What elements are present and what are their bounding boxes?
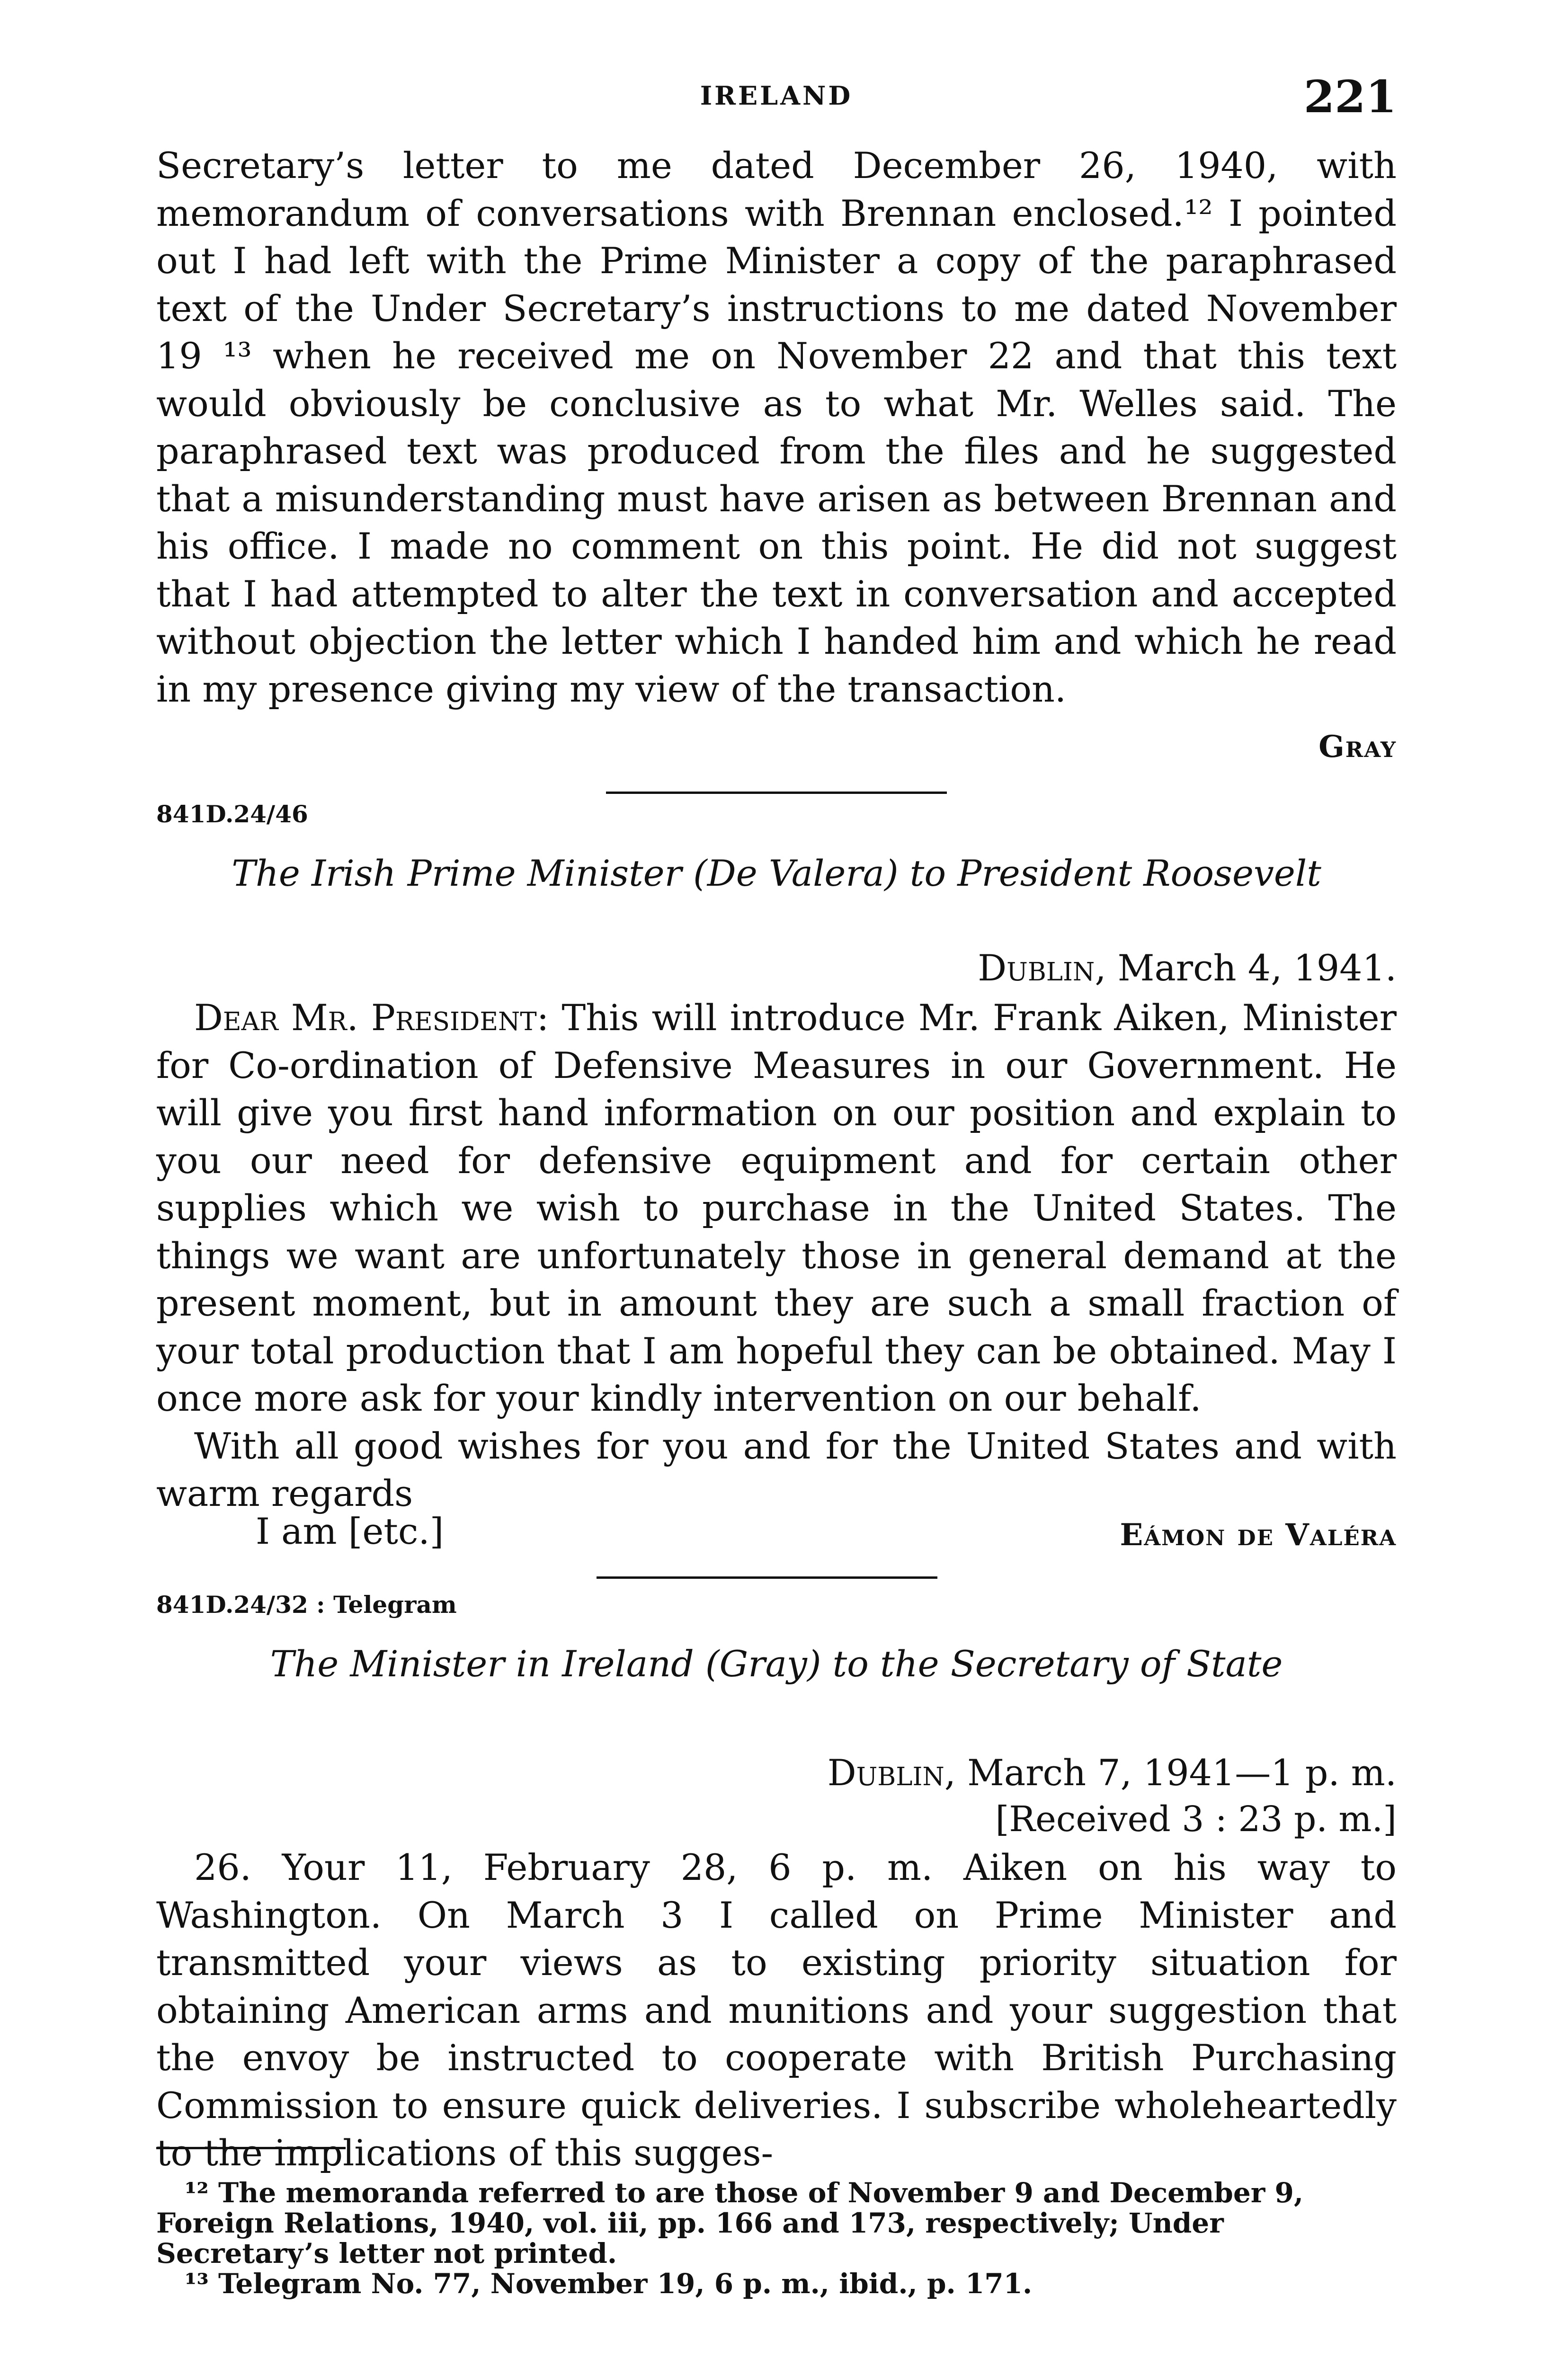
running-title: IRELAND: [700, 80, 853, 111]
letter-text: : This will introduce Mr. Frank Aiken, Minister for Co-ordination of Defensive Measures in our Government. He will give you first hand information on our position and explain to you our need for defensive equipment and for certain other supplies which we wish to purchase in the United States. The things we want are unfortunately those in general demand at the present moment, but in amount they are such a small fraction of your total production that I am hopeful they can be obtained. May I once more ask for your kindly intervention on our behalf.: [156, 997, 1397, 1419]
continued-paragraph: Secretary’s letter to me dated December 26, 1940, with memorandum of conversations with Brennan enclosed.¹² I pointed out I had left with the Prime Minister a copy of the paraphrased text of the Under Secretary’s instructions to me dated November 19 ¹³ when he received me on November 22 and that this text would obviously be conclusive as to what Mr. Welles said. The paraphrased text was produced from the files and he suggested that a misunderstanding must have arisen as between Brennan and his office. I made no comment on this point. He did not suggest that I had attempted to alter the text in conversation and accepted without objection the letter which I handed him and which he read in my presence giving my view of the transaction.: [156, 144, 1397, 710]
telegram-text: 26. Your 11, February 28, 6 p. m. Aiken on his way to Washington. On March 3 I called on Prime Minister and transmitted your views as to existing priority situation for obtaining American arms and munitions and your suggestion that the envoy be instructed to cooperate with British Purchasing Commission to ensure quick deliveries. I subscribe wholeheartedly to the implications of this sugges-: [156, 1846, 1397, 2174]
salutation: Dear Mr. President: [194, 997, 537, 1039]
closing-text: With all good wishes for you and for the United States and with warm regards: [156, 1424, 1397, 1514]
signature-de-valera: Eámon de Valéra: [1120, 1517, 1397, 1553]
footnote-mark: ¹³: [185, 2268, 209, 2300]
received-time: [Received 3 : 23 p. m.]: [995, 1799, 1397, 1840]
document-title: The Irish Prime Minister (De Valera) to President Roosevelt: [232, 852, 1321, 894]
footnote-mark: ¹²: [185, 2177, 209, 2209]
file-reference: 841D.24/32 : Telegram: [156, 1591, 457, 1619]
dateline: [828, 1752, 1397, 1794]
document-title: The Minister in Ireland (Gray) to the Secretary of State: [270, 1643, 1283, 1685]
continued-telegram-body: [156, 142, 1397, 713]
footnotes: [156, 2178, 1397, 2299]
telegram-body: [156, 1844, 1397, 2177]
dateline-place: Dublin: [827, 1752, 944, 1794]
footnote-text: The memoranda referred to are those of November 9 and December 9, Foreign Relations, 1940, vol. iii, pp. 166 and 173, respectively; Under Secretary’s letter not printed.: [156, 2177, 1304, 2269]
letter-body: [156, 994, 1397, 1518]
running-head: [156, 71, 1397, 123]
page-number: 221: [1303, 71, 1397, 123]
letter-paragraph: [156, 994, 1397, 1423]
footnote: [156, 2178, 1397, 2269]
dateline-place: Dublin: [978, 947, 1095, 989]
section-divider: [606, 792, 947, 794]
closing-paragraph: [156, 1423, 1397, 1518]
dateline: [978, 947, 1397, 989]
file-reference: 841D.24/46: [156, 800, 308, 828]
footnote-divider: [156, 2147, 346, 2149]
dateline-date: , March 7, 1941—1 p. m.: [944, 1752, 1397, 1794]
footnote: [156, 2269, 1397, 2299]
closing-formula: I am [etc.]: [256, 1510, 444, 1552]
signature-gray: Gray: [1319, 729, 1397, 765]
section-divider: [597, 1576, 937, 1579]
footnote-text: Telegram No. 77, November 19, 6 p. m., ibid., p. 171.: [218, 2268, 1033, 2300]
dateline-date: , March 4, 1941.: [1095, 947, 1397, 989]
telegram-paragraph: [156, 1844, 1397, 2177]
